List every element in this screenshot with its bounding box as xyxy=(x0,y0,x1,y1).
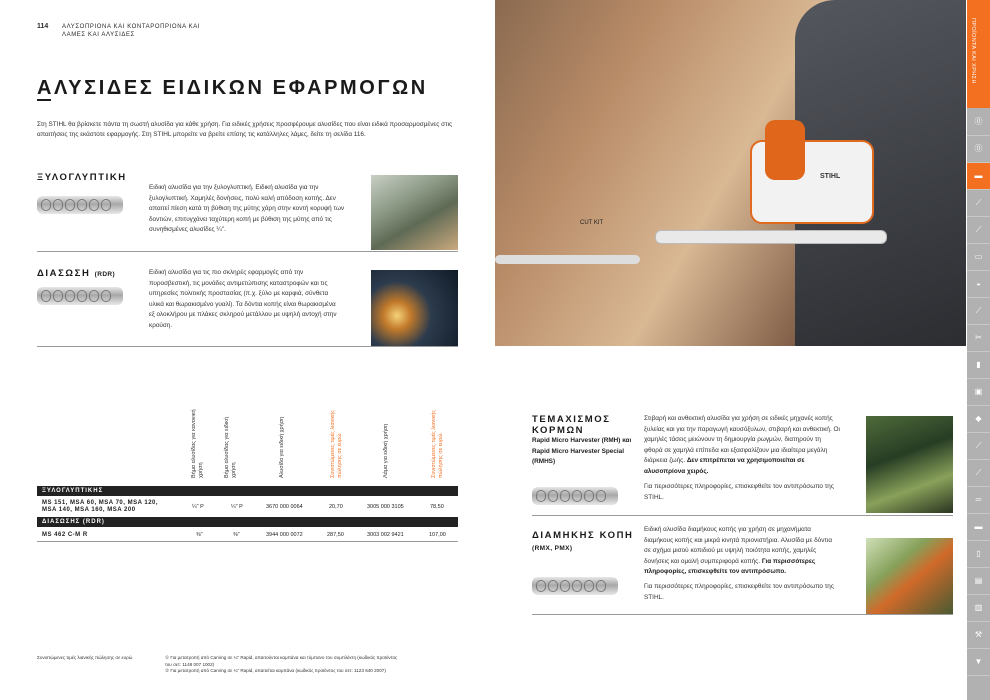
table-cell: ⅜" xyxy=(233,532,240,538)
carving-heading: ΞΥΛΟΓΛΥΠΤΙΚΗ xyxy=(37,172,127,183)
column-header: Βήμα αλυσίδας για ειδική χρήση xyxy=(224,417,237,478)
hero-guide-bar xyxy=(655,230,887,244)
hero-box-label: CUT KIT xyxy=(580,220,604,226)
longitudinal-photo xyxy=(866,538,953,614)
harvester-heading xyxy=(532,414,611,436)
page-number: 114 xyxy=(37,23,49,30)
hedge-icon[interactable]: ▭ xyxy=(967,244,990,271)
phone-icon[interactable]: ▯ xyxy=(967,541,990,568)
footnote-1: ① Για μετατροπή από Carving σε ¼" Rapid, απαιτούνται καμπάνα και τύμπανο του συμπλέκτη (κωδικός προϊόντος του σετ: 1148 007 1002) xyxy=(165,655,398,667)
rescue-description: Ειδική αλυσίδα για τις πιο σκληρές εφαρμογές από την πυροσβεστική, τις μονάδες αντιμετώπισης καταστροφών και τις υπηρεσίες πολιτικής προστασίας (π.χ. ξύλο με καρφιά, σύνθετα υλικά και θωρακισμένο γυαλί). Τα δόντια κοπής είναι θωρακισμένα εξ ολοκλήρου με πλάκες σκληρού μετάλλου με υψηλή αντοχή στην κρούση. xyxy=(149,269,337,329)
sidebar-tab-label: ΠΡΟΪΟΝΤΑ ΚΑΙ ΧΡΗΣΗ xyxy=(970,18,976,84)
column-header: Βήμα αλυσίδας για κανονική χρήση xyxy=(191,409,204,478)
footnote-2: ② Για μετατροπή από Carving σε ¼" Rapid, απαιτείται καμπάνα (κωδικός προϊόντος του σετ: 1123 640 2007) xyxy=(165,668,386,673)
fuel-icon[interactable]: ▥ xyxy=(967,595,990,622)
rescue-heading xyxy=(37,268,115,279)
harvester-heading-line1: ΤΕΜΑΧΙΣΜΟΣ xyxy=(532,414,611,425)
longitudinal-heading-sub: (RMX, PMX) xyxy=(532,545,573,552)
longitudinal-chain-image xyxy=(532,577,618,595)
ruler-icon[interactable]: ═ xyxy=(967,487,990,514)
column-header: Αλυσίδα για ειδική χρήση xyxy=(279,416,285,478)
table-cell: 78,50 xyxy=(430,504,444,510)
table-cell: 20,70 xyxy=(329,504,343,510)
longitudinal-more-info: Για περισσότερες πληροφορίες, επισκεφθείτε τον αντιπρόσωπο της STIHL. xyxy=(644,583,834,601)
table-group-header: ΔΙΑΣΩΣΗΣ (RDR) xyxy=(37,517,458,527)
harvester-chain-image xyxy=(532,487,618,505)
table-cell: 3005 000 3105 xyxy=(367,504,404,510)
longitudinal-highlight: Για περισσότερες πληροφορίες, επισκεφθείτε τον αντιπρόσωπο. xyxy=(644,557,816,575)
rescue-photo xyxy=(371,270,458,346)
table-cell: 3003 002 9421 xyxy=(367,532,404,538)
rescue-chain-image xyxy=(37,287,123,305)
table-cell: 3670 000 0064 xyxy=(266,504,303,510)
battery-icon[interactable]: ▤ xyxy=(967,568,990,595)
harvester-heading-line2: ΚΟΡΜΩΝ xyxy=(532,425,585,436)
table-cell: ¼" P xyxy=(231,504,243,510)
info-icon[interactable]: ⓪ xyxy=(967,136,990,163)
divider xyxy=(532,614,953,615)
page-title: ΑΛΥΣΙΔΕΣ ΕΙΔΙΚΩΝ ΕΦΑΡΜΟΓΩΝ xyxy=(37,77,428,99)
longitudinal-heading: ΔΙΑΜΗΚΗΣ ΚΟΠΗ xyxy=(532,530,634,541)
divider xyxy=(37,346,458,347)
divider xyxy=(37,251,458,252)
longitudinal-description-text: Ειδική αλυσίδα διαμήκους κοπής για χρήση σε μηχανήματα διαμήκους κοπής και μικρά κινητά πριονιστήρια. Αλυσίδα με δόντια σε σχήμα μισού κοπιδιού με υψηλή ποιότητα κοπής, χαμηλές δονήσεις και ομαλή συμπεριφορά κοπής. xyxy=(644,526,833,565)
carving-chain-image xyxy=(37,196,123,214)
blower-icon[interactable]: ◒ xyxy=(967,271,990,298)
garden-icon[interactable]: ⟋ xyxy=(967,298,990,325)
category-sidebar xyxy=(967,0,990,700)
hero-guide-bar-2 xyxy=(495,255,640,264)
hero-brand-label: STIHL xyxy=(820,173,841,180)
table-row-models: MS 462 C-M R xyxy=(42,532,88,538)
table-cell: 287,50 xyxy=(327,532,344,538)
price-note: Συνιστώμενες τιμές λιανικής πώλησης σε ευρώ xyxy=(37,655,133,660)
clothing-icon[interactable]: ▼ xyxy=(967,649,990,676)
harvester-description xyxy=(644,414,840,477)
rescue-heading-title: ΔΙΑΣΩΣΗ xyxy=(37,268,91,279)
longitudinal-description xyxy=(644,525,840,578)
tool-icon[interactable]: ▣ xyxy=(967,379,990,406)
column-header: Συνιστώμενες τιμές λιανικής πώλησης σε ευρώ xyxy=(330,410,343,478)
column-header: Λάμα για ειδική χρήση xyxy=(383,423,389,478)
pole-saw-icon[interactable]: ⟋ xyxy=(967,190,990,217)
hero-glove xyxy=(765,120,805,180)
saw-icon[interactable]: ⟋ xyxy=(967,433,990,460)
hero-photo xyxy=(495,0,966,346)
harvester-models: Rapid Micro Harvester (RMH) και Rapid Micro Harvester Special (RMHS) xyxy=(532,437,632,465)
column-header: Συνιστώμενες τιμές λιανικής πώλησης σε ευρώ xyxy=(431,410,444,478)
carving-description: Ειδική αλυσίδα για την ξυλογλυπτική. Ειδική αλυσίδα για την ξυλογλυπτική. Χαμηλές δονήσεις, πολύ καλή απόδοση κοπής. Δεν απαιτεί πίεση κατά τη βύθιση της μύτης χάρη στην κοντή κορυφή των δοντιών, επιτυγχάνει ταχύτερη κοπή με βύθιση της μύτης από τις συνηθισμένες αλυσίδες ¼". xyxy=(149,184,345,233)
pruner-icon[interactable]: ✂ xyxy=(967,325,990,352)
divider xyxy=(532,515,953,516)
table-cell: 3944 000 0072 xyxy=(266,532,303,538)
sprayer-icon[interactable]: ◆ xyxy=(967,406,990,433)
drill-icon[interactable]: ⟋ xyxy=(967,460,990,487)
sidebar-tab-products[interactable] xyxy=(967,0,990,108)
longitudinal-heading-sub-wrap xyxy=(532,542,572,553)
intro-text: Στη STIHL θα βρίσκετε πάντα τη σωστή αλυσίδα για κάθε χρήση. Για ειδικές χρήσεις προσφέρουμε αλυσίδες που είναι ειδικά προσαρμοσμένες στις απαιτήσεις της εκάστοτε εφαρμογής. Στη STIHL μπορείτε να βρείτε επίσης τις κατάλληλες λάμες, δείτε τη σελίδα 116. xyxy=(37,121,453,138)
repair-icon[interactable]: ⚒ xyxy=(967,622,990,649)
harvester-description-text: Στιβαρή και ανθεκτική αλυσίδα για χρήση σε ειδικές μηχανές κοπής ξυλείας και για την παραγωγή καυσόξυλων, στιβαρή και ανθεκτική. Οι χαμηλές τάσεις μειώνουν τη δημιουργία ρωγμών, διατηρούν τη φθορά σε χαμηλά επίπεδα και εξασφαλίζουν μια ιδιαίτερα μεγάλη διάρκεια ζωής. xyxy=(644,415,840,464)
carving-photo xyxy=(371,175,458,250)
table-cell: 107,00 xyxy=(429,532,446,538)
trimmer-icon[interactable]: ⟋ xyxy=(967,217,990,244)
section-title: ΑΛΥΣΟΠΡΙΟΝΑ ΚΑΙ ΚΟΝΤΑΡΟΠΡΙΟΝΑ ΚΑΙ ΛΑΜΕΣ ΚΑΙ ΑΛΥΣΙΔΕΣ xyxy=(62,24,201,38)
harvester-photo xyxy=(866,416,953,513)
rescue-heading-sub: (RDR) xyxy=(94,271,116,278)
chainsaw-icon[interactable]: ▬ xyxy=(967,163,990,190)
table-row-models: MS 151, MSA 60, MSA 70, MSA 120, MSA 140, MSA 160, MSA 200 xyxy=(42,500,159,513)
table-cell: ⅜" xyxy=(196,532,203,538)
info-icon[interactable]: ⓪ xyxy=(967,109,990,136)
table-cell: ¼" P xyxy=(192,504,204,510)
cleaner-icon[interactable]: ▮ xyxy=(967,352,990,379)
title-underline xyxy=(37,99,51,101)
divider xyxy=(37,541,458,542)
grinder-icon[interactable]: ▬ xyxy=(967,514,990,541)
harvester-more-info: Για περισσότερες πληροφορίες, επισκεφθείτε τον αντιπρόσωπο της STIHL. xyxy=(644,483,834,501)
table-group-header: ΞΥΛΟΓΛΥΠΤΙΚΗΣ xyxy=(37,486,458,496)
harvester-highlight: Δεν επιτρέπεται να χρησιμοποιείται σε αλυσοπρίονα χειρός. xyxy=(644,457,805,475)
